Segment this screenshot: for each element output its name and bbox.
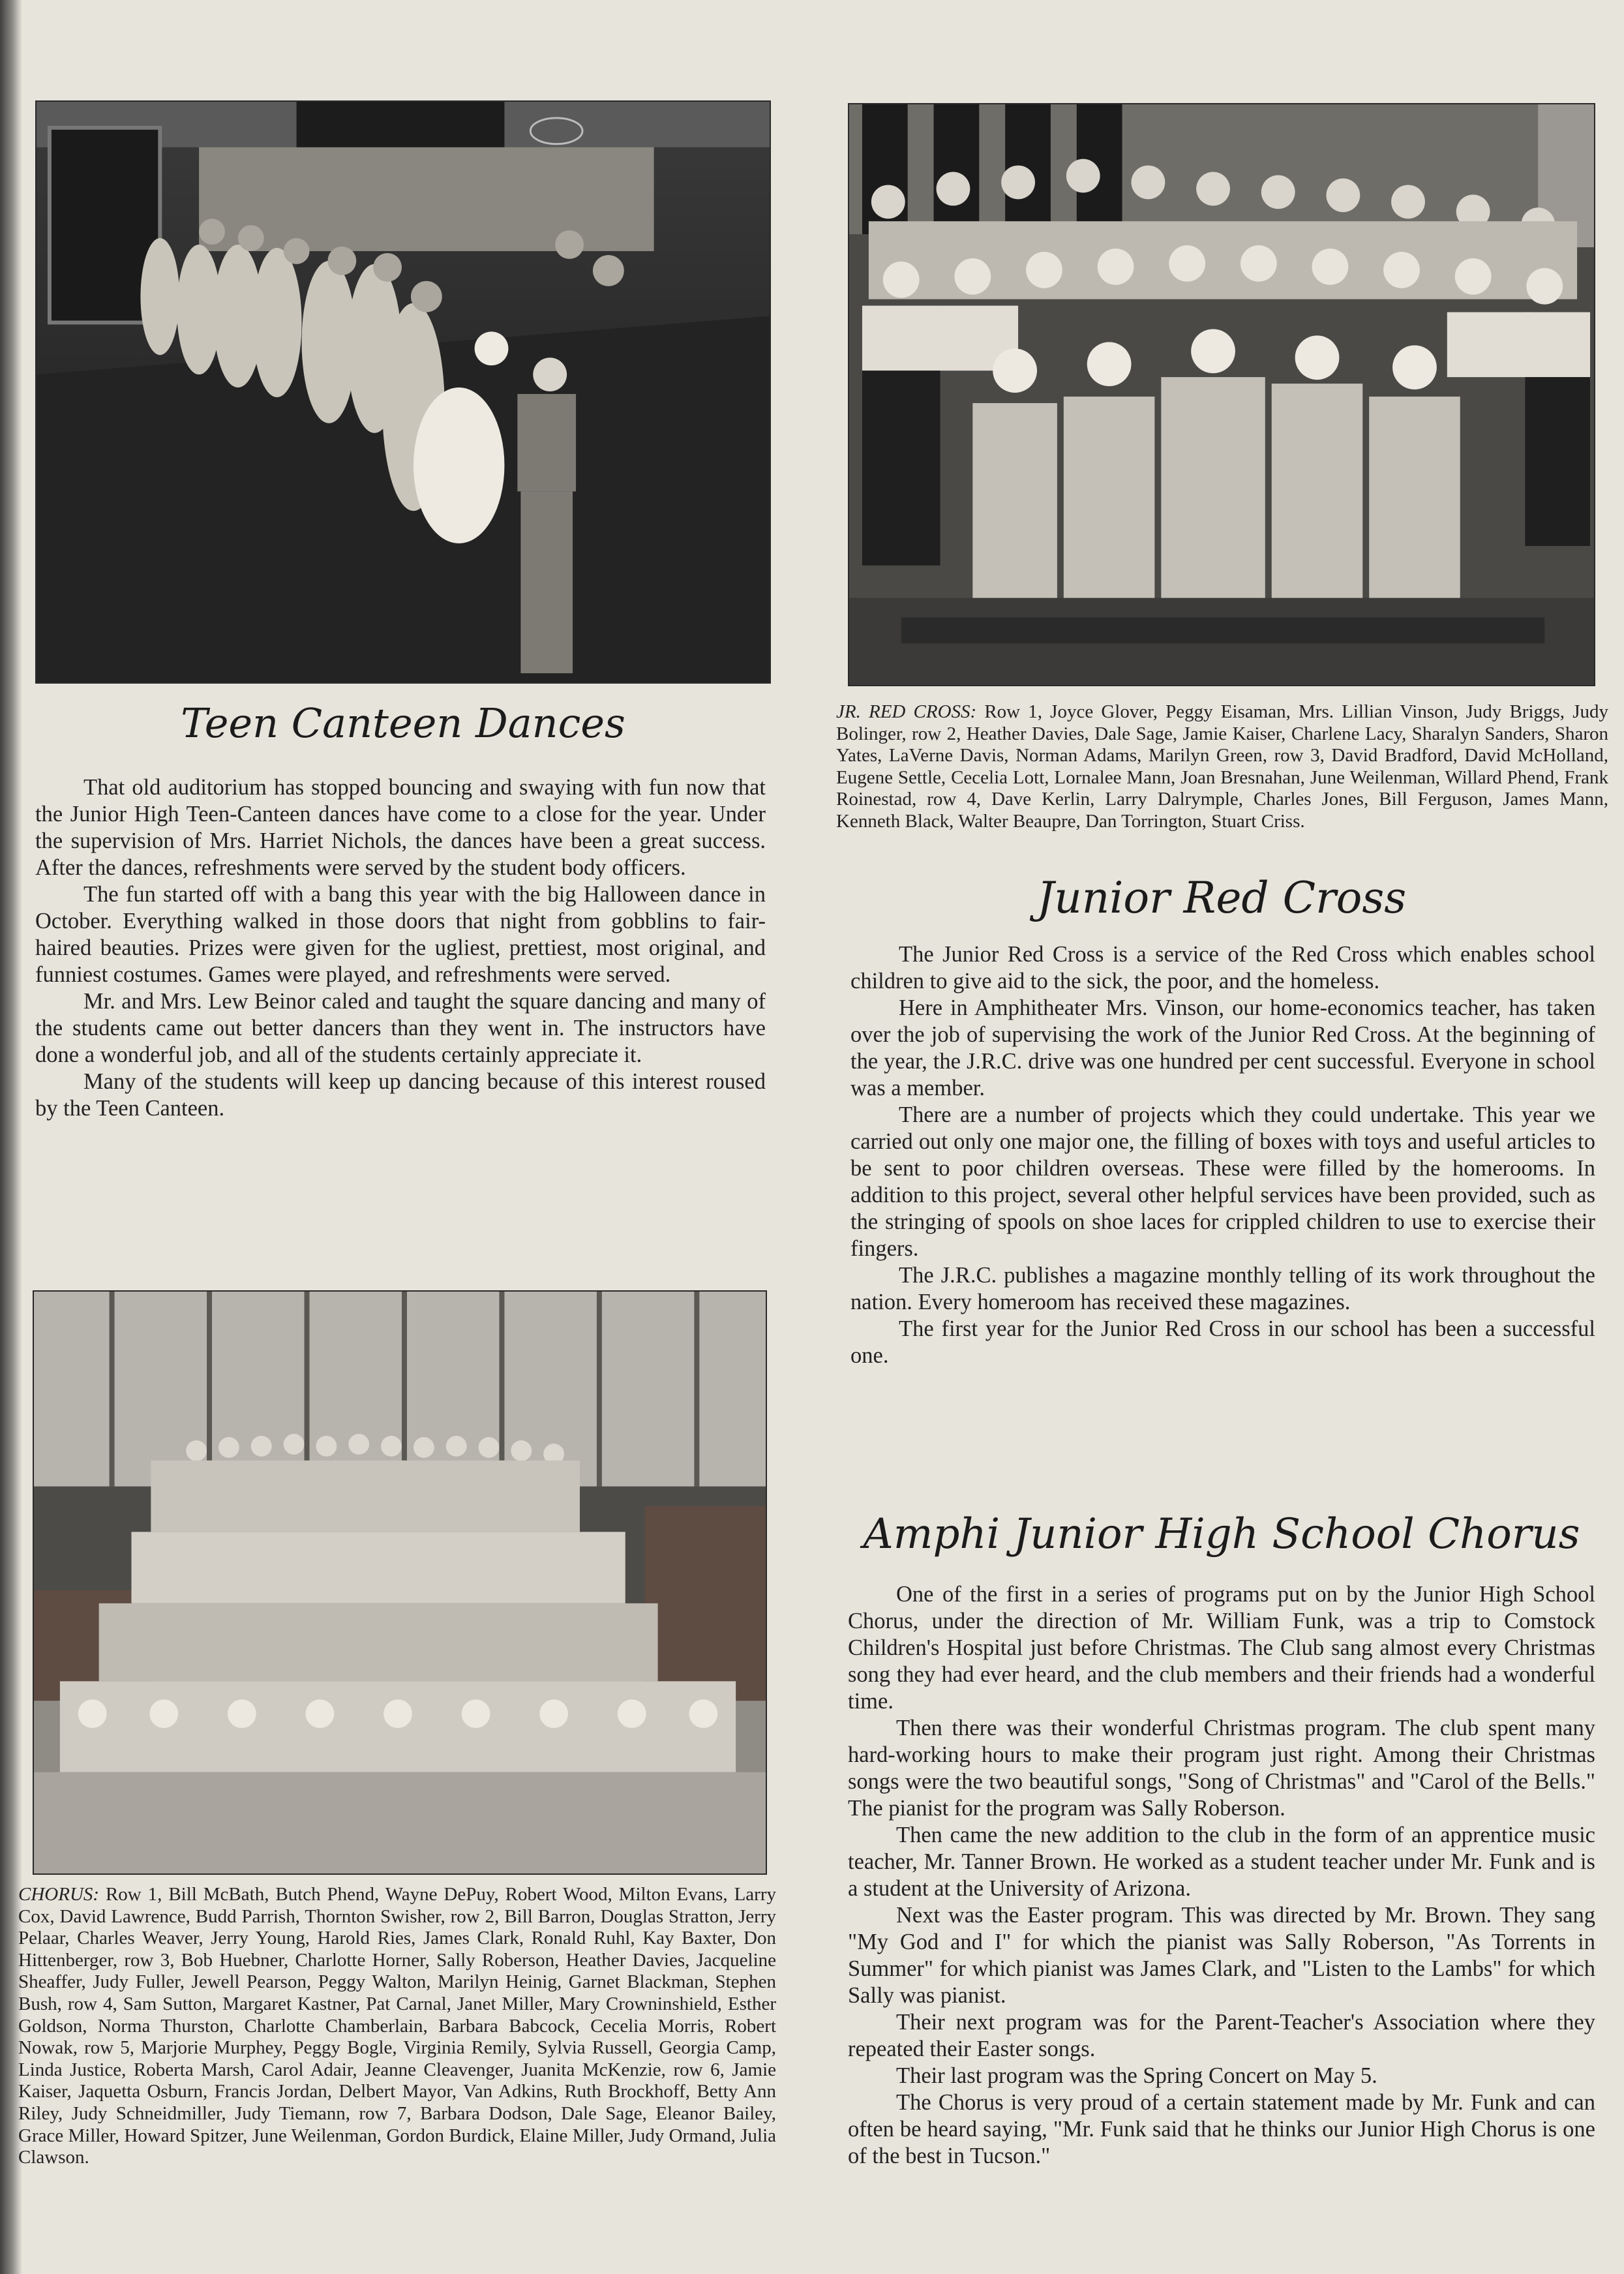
chorus-caption-label: CHORUS: <box>18 1884 100 1905</box>
chorus-paragraph: The Chorus is very proud of a certain statement made by Mr. Funk and can often be heard saying, "Mr. Funk said that he thinks our Junior High Chorus is one of the best in Tucson." <box>848 2090 1595 2168</box>
teen-canteen-paragraph: Many of the students will keep up dancing because of this interest roused by the Teen Canteen. <box>35 1069 766 1121</box>
junior-red-cross-paragraph: The first year for the Junior Red Cross in our school has been a successful one. <box>850 1316 1595 1368</box>
junior-red-cross-photo <box>848 103 1595 686</box>
teen-canteen-dance-photo <box>35 100 771 684</box>
chorus-paragraph: One of the first in a series of programs put on by the Junior High School Chorus, under the direction of Mr. William Funk, was a trip to Comstock Children's Hospital just before Christmas. The Club sang almost every Christmas song they had ever heard, and the club members and their friends had a wonderful time. <box>848 1582 1595 1714</box>
chorus-paragraph: Then came the new addition to the club in the form of an apprentice music teacher, Mr. Tanner Brown. He worked as a student teacher under Mr. Funk and is a student at the University of Arizona. <box>848 1823 1595 1901</box>
junior-red-cross-article <box>850 941 1595 1369</box>
junior-red-cross-paragraph: Here in Amphitheater Mrs. Vinson, our home-economics teacher, has taken over the job of supervising the work of the Junior Red Cross. At the beginning of the year, the J.R.C. drive was one hundred per cent successful. Everyone in school was a member. <box>850 995 1595 1100</box>
teen-canteen-heading: Teen Canteen Dances <box>181 699 625 747</box>
junior-red-cross-heading: Junior Red Cross <box>1036 873 1407 923</box>
chorus-paragraph: Next was the Easter program. This was directed by Mr. Brown. They sang "My God and I" for which the pianist was Sally Roberson, "As Torrents in Summer" for which pianist was James Clark, and "Listen to the Lambs" for which Sally was pianist. <box>848 1903 1595 2008</box>
red-cross-caption <box>836 701 1608 833</box>
junior-red-cross-paragraph: There are a number of projects which they could undertake. This year we carried out only one major one, the filling of boxes with toys and useful articles to be sent to poor children overseas. These were filled by the homerooms. In addition to this project, several other helpful services have been provided, such as the stringing of spools on shoe laces for crippled children to use to exercise their fingers. <box>850 1102 1595 1261</box>
chorus-paragraph: Their last program was the Spring Concert on May 5. <box>896 2063 1377 2088</box>
junior-red-cross-paragraph: The J.R.C. publishes a magazine monthly telling of its work throughout the nation. Every homeroom has received these magazines. <box>850 1263 1595 1314</box>
teen-canteen-paragraph: That old auditorium has stopped bouncing and swaying with fun now that the Junior High Teen-Canteen dances have come to a close for the year. Under the supervision of Mrs. Harriet Nichols, the dances have been a great success. After the dances, refreshments were served by the student body officers. <box>35 775 766 880</box>
chorus-caption-names: Row 1, Bill McBath, Butch Phend, Wayne DePuy, Robert Wood, Milton Evans, Larry Cox, David Lawrence, Budd Parrish, Thornton Swisher, row 2, Bill Barron, Douglas Stratton, Jerry Pelaar, Charles Weaver, Jerry Young, Harold Ries, James Clark, Ronald Ruhl, Kay Baxter, Don Hittenberger, row 3, Bob Huebner, Charlotte Horner, Sally Roberson, Heather Davies, Jacqueline Sheaffer, Judy Fuller, Jewell Pearson, Peggy Walton, Marilyn Heinig, Garnet Blackman, Stephen Bush, row 4, Sam Sutton, Margaret Kastner, Pat Carnal, Janet Miller, Mary Crowninshield, Esther Goldson, Norma Thurston, Charlotte Chamberlain, Barbara Babcock, Cecelia Morris, Robert Nowak, row 5, Marjorie Murphey, Peggy Bogle, Virginia Remily, Sylvia Russell, Georgia Camp, Linda Justice, Roberta Marsh, Carol Adair, Jeanne Cleavenger, Juanita McKenzie, row 6, Jamie Kaiser, Jaquetta Osburn, Francis Jordan, Delbert Mayor, Van Adkins, Ruth Brockhoff, Betty Ann Riley, Judy Schneidmiller, Judy Tiemann, row 7, Barbara Dodson, Dale Sage, Eleanor Bailey, Grace Miller, Howard Spitzer, June Weilenman, Gordon Burdick, Elaine Miller, Judy Ormand, Julia Clawson. <box>18 1884 776 2168</box>
chorus-photo <box>33 1290 767 1875</box>
red-cross-caption-label: JR. RED CROSS: <box>836 701 977 722</box>
red-cross-caption-names: Row 1, Joyce Glover, Peggy Eisaman, Mrs. Lillian Vinson, Judy Briggs, Judy Bolinger, row 2, Heather Davies, Dale Sage, Jamie Kaiser, Charlene Lacy, Sharalyn Sanders, Sharon Yates, LaVerne Davis, Norman Adams, Marilyn Green, row 3, David Bradford, David McHolland, Eugene Settle, Cecelia Lott, Lornalee Mann, Joan Bresnahan, June Weilenman, Willard Phend, Frank Roinestad, row 4, Dave Kerlin, Larry Dalrymple, Charles Jones, Bill Ferguson, James Mann, Kenneth Black, Walter Beaupre, Dan Torrington, Stuart Criss. <box>836 701 1608 832</box>
teen-canteen-paragraph: Mr. and Mrs. Lew Beinor caled and taught the square dancing and many of the students came out better dancers than they went in. The instructors have done a wonderful job, and all of the students certainly appreciate it. <box>35 989 766 1067</box>
chorus-caption <box>18 1884 776 2169</box>
chorus-article <box>848 1581 1595 2170</box>
chorus-heading: Amphi Junior High School Chorus <box>863 1510 1580 1558</box>
teen-canteen-article <box>35 774 766 1122</box>
junior-red-cross-paragraph: The Junior Red Cross is a service of the Red Cross which enables school children to give aid to the sick, the poor, and the homeless. <box>850 942 1595 993</box>
chorus-paragraph: Then there was their wonderful Christmas program. The club spent many hard-working hours to make their program just right. Among their Christmas songs were the two beautiful songs, "Song of Christmas" and "Carol of the Bells." The pianist for the program was Sally Roberson. <box>848 1716 1595 1821</box>
chorus-paragraph: Their next program was for the Parent-Teacher's Association where they repeated their Easter songs. <box>848 2010 1595 2061</box>
teen-canteen-paragraph: The fun started off with a bang this year with the big Halloween dance in October. Everything walked in those doors that night from gobblins to fair-haired beauties. Prizes were given for the ugliest, prettiest, most original, and funniest costumes. Games were played, and refreshments were served. <box>35 882 766 987</box>
